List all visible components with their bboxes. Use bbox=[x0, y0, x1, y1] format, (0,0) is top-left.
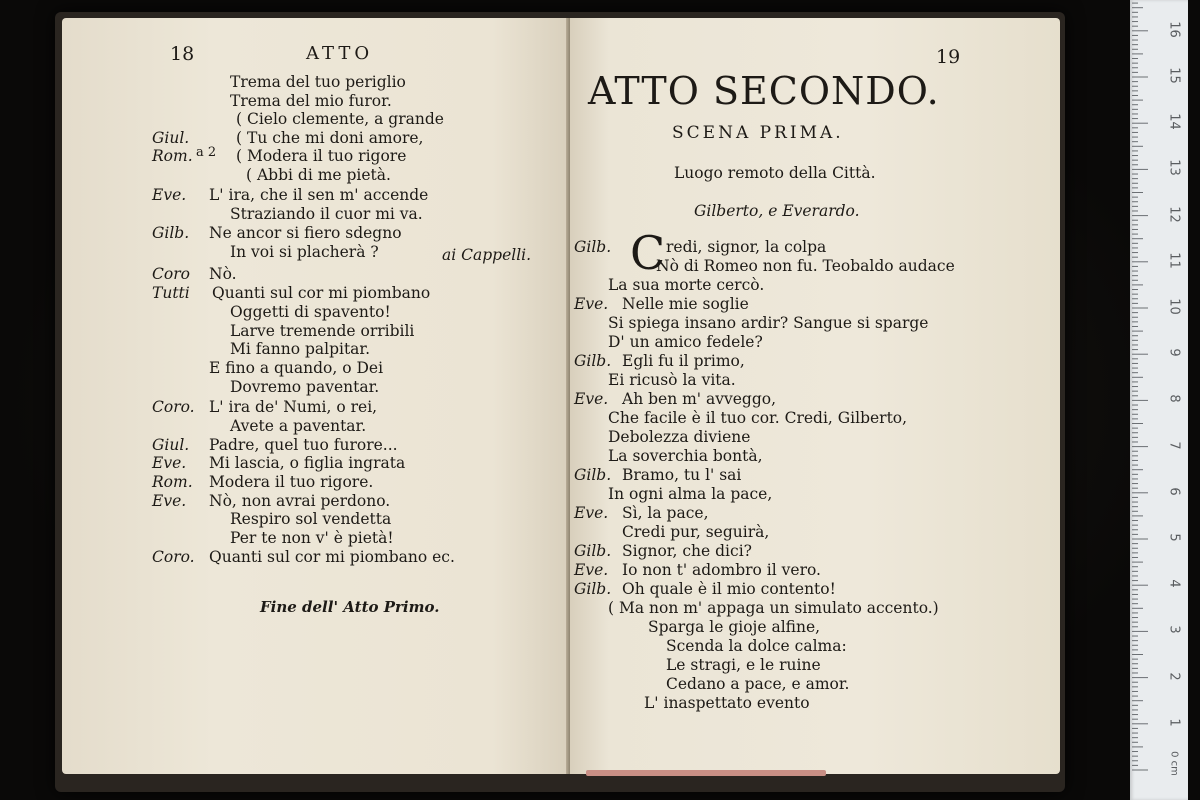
verse-line: Modera il tuo rigore. bbox=[209, 473, 374, 491]
verse-line: Oggetti di spavento! bbox=[230, 303, 391, 321]
verse-line: Mi lascia, o figlia ingrata bbox=[209, 454, 406, 472]
ruler-number: 12 bbox=[1166, 205, 1182, 223]
right-page bbox=[570, 18, 1060, 774]
ruler-number: 4 bbox=[1166, 579, 1182, 588]
verse-line: Trema del tuo periglio bbox=[230, 73, 406, 91]
ruler-number: 7 bbox=[1166, 440, 1182, 450]
ruler-number: 8 bbox=[1166, 394, 1182, 404]
speaker-label: Eve. bbox=[152, 454, 187, 472]
verse-line: Nò, non avrai perdono. bbox=[209, 492, 391, 510]
verse-line: Nelle mie soglie bbox=[622, 295, 749, 313]
speaker-label: Rom. bbox=[152, 473, 193, 491]
verse-line: Ei ricusò la vita. bbox=[608, 371, 736, 389]
verse-line: E fino a quando, o Dei bbox=[209, 359, 384, 377]
ruler-number: 1 bbox=[1166, 718, 1182, 727]
page-edge-ribbon bbox=[586, 770, 826, 776]
a2-marker: a 2 bbox=[196, 145, 217, 160]
verse-line: Straziando il cuor mi va. bbox=[230, 205, 423, 223]
verse-line: Signor, che dici? bbox=[622, 542, 752, 560]
ruler-number: 13 bbox=[1166, 159, 1182, 177]
verse-line: Quanti sul cor mi piombano ec. bbox=[209, 548, 455, 566]
speaker-label: Eve. bbox=[574, 504, 609, 522]
left-page-number: 18 bbox=[170, 43, 195, 65]
verse-line: Scenda la dolce calma: bbox=[666, 637, 847, 655]
ruler-number: 10 bbox=[1166, 298, 1182, 315]
end-of-act-note: Fine dell' Atto Primo. bbox=[260, 598, 440, 616]
verse-line: Padre, quel tuo furore... bbox=[209, 436, 398, 454]
speaker-label: Gilb. bbox=[152, 224, 190, 242]
verse-line: Le stragi, e le ruine bbox=[666, 656, 821, 674]
speaker-label: Eve. bbox=[574, 295, 609, 313]
ruler-number: 16 bbox=[1166, 21, 1182, 38]
ruler-number: 6 bbox=[1166, 487, 1182, 496]
verse-line: ( Modera il tuo rigore bbox=[236, 147, 407, 165]
verse-line: Sparga le gioje alfine, bbox=[648, 618, 821, 636]
speaker-label: Gilb. bbox=[574, 580, 612, 598]
scene-title: SCENA PRIMA. bbox=[672, 123, 844, 143]
ruler-number: 9 bbox=[1166, 348, 1182, 357]
verse-line: Larve tremende orribili bbox=[230, 322, 415, 340]
speaker-label: Eve. bbox=[574, 561, 609, 579]
right-page-number: 19 bbox=[936, 46, 961, 68]
speaker-label: Tutti bbox=[152, 284, 190, 302]
verse-line: Si spiega insano ardir? Sangue si sparge bbox=[608, 314, 929, 332]
verse-line: Quanti sul cor mi piombano bbox=[212, 284, 431, 302]
speaker-label: Coro bbox=[152, 265, 190, 283]
verse-line: Trema del mio furor. bbox=[230, 92, 392, 110]
verse-line: Egli fu il primo, bbox=[622, 352, 745, 370]
verse-line: ( Ma non m' appaga un simulato accento.) bbox=[608, 599, 939, 617]
ruler-number: 14 bbox=[1166, 113, 1182, 130]
left-page bbox=[62, 18, 568, 774]
verse-line: L' inaspettato evento bbox=[644, 694, 810, 712]
drop-cap: C bbox=[630, 226, 666, 280]
verse-line: Nò. bbox=[209, 265, 237, 283]
verse-line: Oh quale è il mio contento! bbox=[622, 580, 836, 598]
ruler-number: 5 bbox=[1166, 533, 1182, 542]
verse-line: Che facile è il tuo cor. Credi, Gilberto, bbox=[608, 409, 908, 427]
ruler-number: 15 bbox=[1166, 67, 1182, 84]
ruler-unit-label: 0 cm bbox=[1168, 751, 1180, 776]
ruler-number: 3 bbox=[1166, 625, 1182, 635]
verse-line: Ne ancor si fiero sdegno bbox=[209, 224, 402, 242]
speaker-label: Rom. bbox=[152, 147, 193, 165]
verse-line: Mi fanno palpitar. bbox=[230, 340, 371, 358]
verse-line: Respiro sol vendetta bbox=[230, 510, 392, 528]
verse-line: L' ira de' Numi, o rei, bbox=[209, 398, 378, 416]
verse-line: Ah ben m' avveggo, bbox=[622, 390, 777, 408]
characters-line: Gilberto, e Everardo. bbox=[694, 202, 860, 220]
speaker-label: Gilb. bbox=[574, 542, 612, 560]
verse-line: Nò di Romeo non fu. Teobaldo audace bbox=[656, 257, 955, 275]
verse-line: Cedano a pace, e amor. bbox=[666, 675, 850, 693]
verse-line: Io non t' adombro il vero. bbox=[622, 561, 821, 579]
speaker-label: Coro. bbox=[152, 548, 195, 566]
speaker-label: Gilb. bbox=[574, 238, 612, 256]
speaker-label: Gilb. bbox=[574, 466, 612, 484]
verse-line: La sua morte cercò. bbox=[608, 276, 765, 294]
stage-direction: ai Cappelli. bbox=[442, 246, 532, 264]
verse-line: redi, signor, la colpa bbox=[666, 238, 827, 256]
speaker-label: Gilb. bbox=[574, 352, 612, 370]
verse-line: Debolezza diviene bbox=[608, 428, 751, 446]
verse-line: Credi pur, seguirà, bbox=[622, 523, 770, 541]
verse-line: In voi si placherà ? bbox=[230, 243, 379, 261]
verse-line: Avete a paventar. bbox=[230, 417, 367, 435]
verse-line: Bramo, tu l' sai bbox=[622, 466, 742, 484]
ruler-number: 11 bbox=[1166, 252, 1182, 269]
speaker-label: Eve. bbox=[574, 390, 609, 408]
verse-line: L' ira, che il sen m' accende bbox=[209, 186, 429, 204]
verse-line: ( Abbi di me pietà. bbox=[246, 166, 391, 184]
act-title: ATTO SECONDO. bbox=[588, 69, 940, 113]
verse-line: Per te non v' è pietà! bbox=[230, 529, 394, 547]
verse-line: Sì, la pace, bbox=[622, 504, 709, 522]
speaker-label: Eve. bbox=[152, 186, 187, 204]
speaker-label: Eve. bbox=[152, 492, 187, 510]
verse-line: ( Tu che mi doni amore, bbox=[236, 129, 424, 147]
left-running-head: ATTO bbox=[306, 43, 374, 64]
verse-line: ( Cielo clemente, a grande bbox=[236, 110, 444, 128]
speaker-label: Coro. bbox=[152, 398, 195, 416]
verse-line: D' un amico fedele? bbox=[608, 333, 763, 351]
location-line: Luogo remoto della Città. bbox=[674, 164, 876, 182]
verse-line: La soverchia bontà, bbox=[608, 447, 763, 465]
verse-line: In ogni alma la pace, bbox=[608, 485, 773, 503]
speaker-label: Giul. bbox=[152, 129, 190, 147]
speaker-label: Giul. bbox=[152, 436, 190, 454]
verse-line: Dovremo paventar. bbox=[230, 378, 380, 396]
ruler-number: 2 bbox=[1166, 671, 1182, 681]
